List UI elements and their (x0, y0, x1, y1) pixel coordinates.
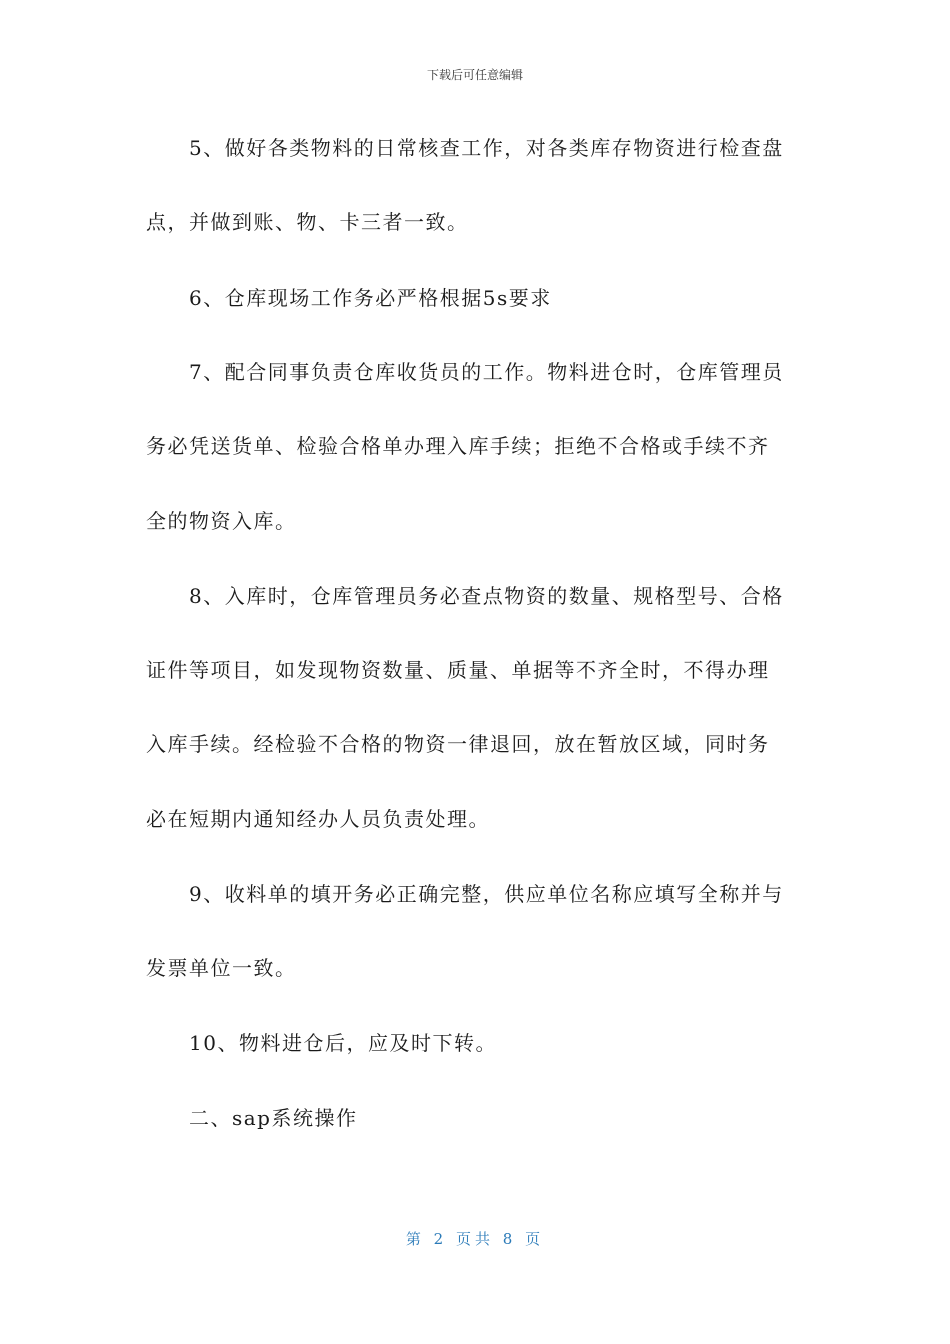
paragraph-line: 发票单位一致。 (146, 956, 297, 980)
paragraph-line: 7、配合同事负责仓库收货员的工作。物料进仓时，仓库管理员 (189, 360, 784, 384)
paragraph-line: 全的物资入库。 (146, 509, 297, 533)
page-header: 下载后可任意编辑 (426, 68, 523, 82)
paragraph-line: 点，并做到账、物、卡三者一致。 (146, 210, 469, 234)
paragraph-line: 6、仓库现场工作务必严格根据5s要求 (189, 286, 552, 310)
paragraph-line: 入库手续。经检验不合格的物资一律退回，放在暂放区域，同时务 (146, 732, 770, 756)
paragraph-line: 5、做好各类物料的日常核查工作，对各类库存物资进行检查盘 (189, 136, 784, 160)
paragraph-line: 务必凭送货单、检验合格单办理入库手续；拒绝不合格或手续不齐 (146, 434, 770, 458)
section-heading: 二、sap系统操作 (189, 1106, 358, 1130)
paragraph-line: 10、物料进仓后，应及时下转。 (189, 1031, 497, 1055)
paragraph-line: 证件等项目，如发现物资数量、质量、单据等不齐全时，不得办理 (146, 658, 770, 682)
paragraph-line: 9、收料单的填开务必正确完整，供应单位名称应填写全称并与 (189, 882, 784, 906)
paragraph-line: 必在短期内通知经办人员负责处理。 (146, 807, 490, 831)
page-number-footer: 第 2 页共 8 页 (405, 1230, 545, 1248)
paragraph-line: 8、入库时，仓库管理员务必查点物资的数量、规格型号、合格 (189, 584, 784, 608)
